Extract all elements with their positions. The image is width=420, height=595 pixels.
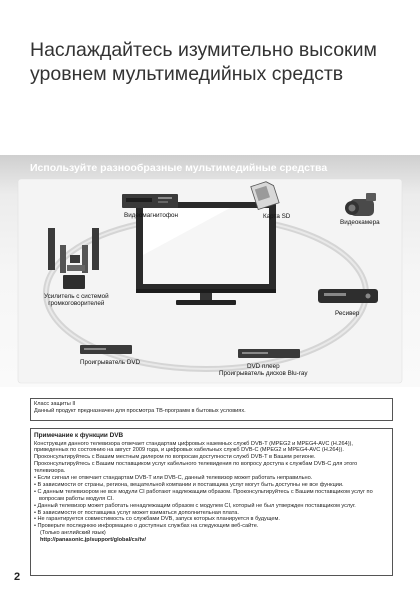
dvb-paragraph: Проконсультируйтесь с Вашим местным дилером по вопросам доступности служб DVB-T в Вашем регионе.: [34, 454, 316, 461]
support-url[interactable]: http://panasonic.jp/support/global/cs/tv/: [40, 537, 146, 544]
label-amplifier-line-1: Усилитель с системой: [44, 293, 109, 300]
label-bluray-line-1: DVD плеер: [246, 363, 280, 370]
label-dvd-player: Проигрыватель DVD: [80, 359, 141, 366]
dvb-bullet: • Проверьте последнюю информацию о доступных службах на следующем веб-сайте.: [34, 523, 389, 530]
english-only-note: (Только английский язык): [40, 530, 106, 537]
label-camcorder: Видеокамера: [340, 219, 380, 226]
dvb-note-title: Примечание к функции DVB: [34, 432, 124, 439]
devices-diagram: [0, 155, 420, 387]
page-headline: [30, 38, 400, 86]
bluray-player-icon: [238, 349, 300, 358]
receiver-icon: [318, 289, 378, 303]
safety-class: Класс защиты II: [34, 401, 76, 407]
household-use-note: Данный продукт предназначен для просмотра ТВ-программ в бытовых условиях.: [34, 408, 246, 414]
banner-title: Используйте разнообразные мультимедийные средства: [30, 162, 328, 174]
dvb-bullet: • Если сигнал не отвечает стандартам DVB-T или DVB-C, данный телевизор может работать неправильно.: [34, 475, 389, 482]
dvb-bullet: • Не гарантируется совместимость со службами DVB, запуск которых планируется в будущем.: [34, 516, 389, 523]
dvb-bullet: • В зависимости от поставщика услуг может взиматься дополнительная плата.: [34, 510, 389, 517]
dvb-paragraph: Конструкция данного телевизора отвечает стандартам цифровых наземных служб DVB-T (MPEG2 и MPEG4-AVC (H.264)), приведенных по состоянию на август 2009 года, и цифровых кабельных служб DVB-C (MPEG2 и MPEG4-AVC (H.264)).: [34, 440, 353, 454]
headline-line-2: уровнем мультимедийных средств: [30, 63, 344, 85]
label-receiver: Ресивер: [335, 310, 360, 317]
label-amplifier: [44, 293, 109, 308]
label-amplifier-line-2: громкоговорителей: [48, 300, 105, 308]
dvb-bullet: • С данным телевизором не все модули CI работают надлежащим образом. Проконсультируйтесь с Вашим поставщиком услуг по вопросам работы модуля CI.: [34, 489, 389, 503]
headline-line-1: Наслаждайтесь изумительно высоким: [30, 39, 377, 61]
dvb-bullet: • Данный телевизор может работать ненадлежащим образом с модулем CI, который не был утвержден поставщиком услуг.: [34, 503, 389, 510]
multimedia-banner: [0, 155, 420, 387]
dvb-paragraph: Проконсультируйтесь с Вашим поставщиком услуг кабельного телевидения по вопросу доступа к службам DVB-C для этого телевизора.: [34, 461, 358, 475]
safety-class-box: [30, 398, 393, 421]
page-number: 2: [14, 571, 21, 583]
dvb-note-box: [30, 428, 393, 576]
label-bluray-line-2: Проигрыватель дисков Blu-ray: [219, 370, 308, 378]
vcr-icon: [122, 194, 178, 208]
dvd-player-icon: [80, 345, 132, 354]
dvb-bullet: • В зависимости от страны, региона, вещательной компании и поставщика услуг могут быть доступны не все функции.: [34, 482, 389, 489]
label-bluray: [219, 363, 308, 378]
label-sd-card: Карта SD: [263, 213, 291, 220]
label-vcr: Видеомагнитофон: [124, 212, 178, 219]
